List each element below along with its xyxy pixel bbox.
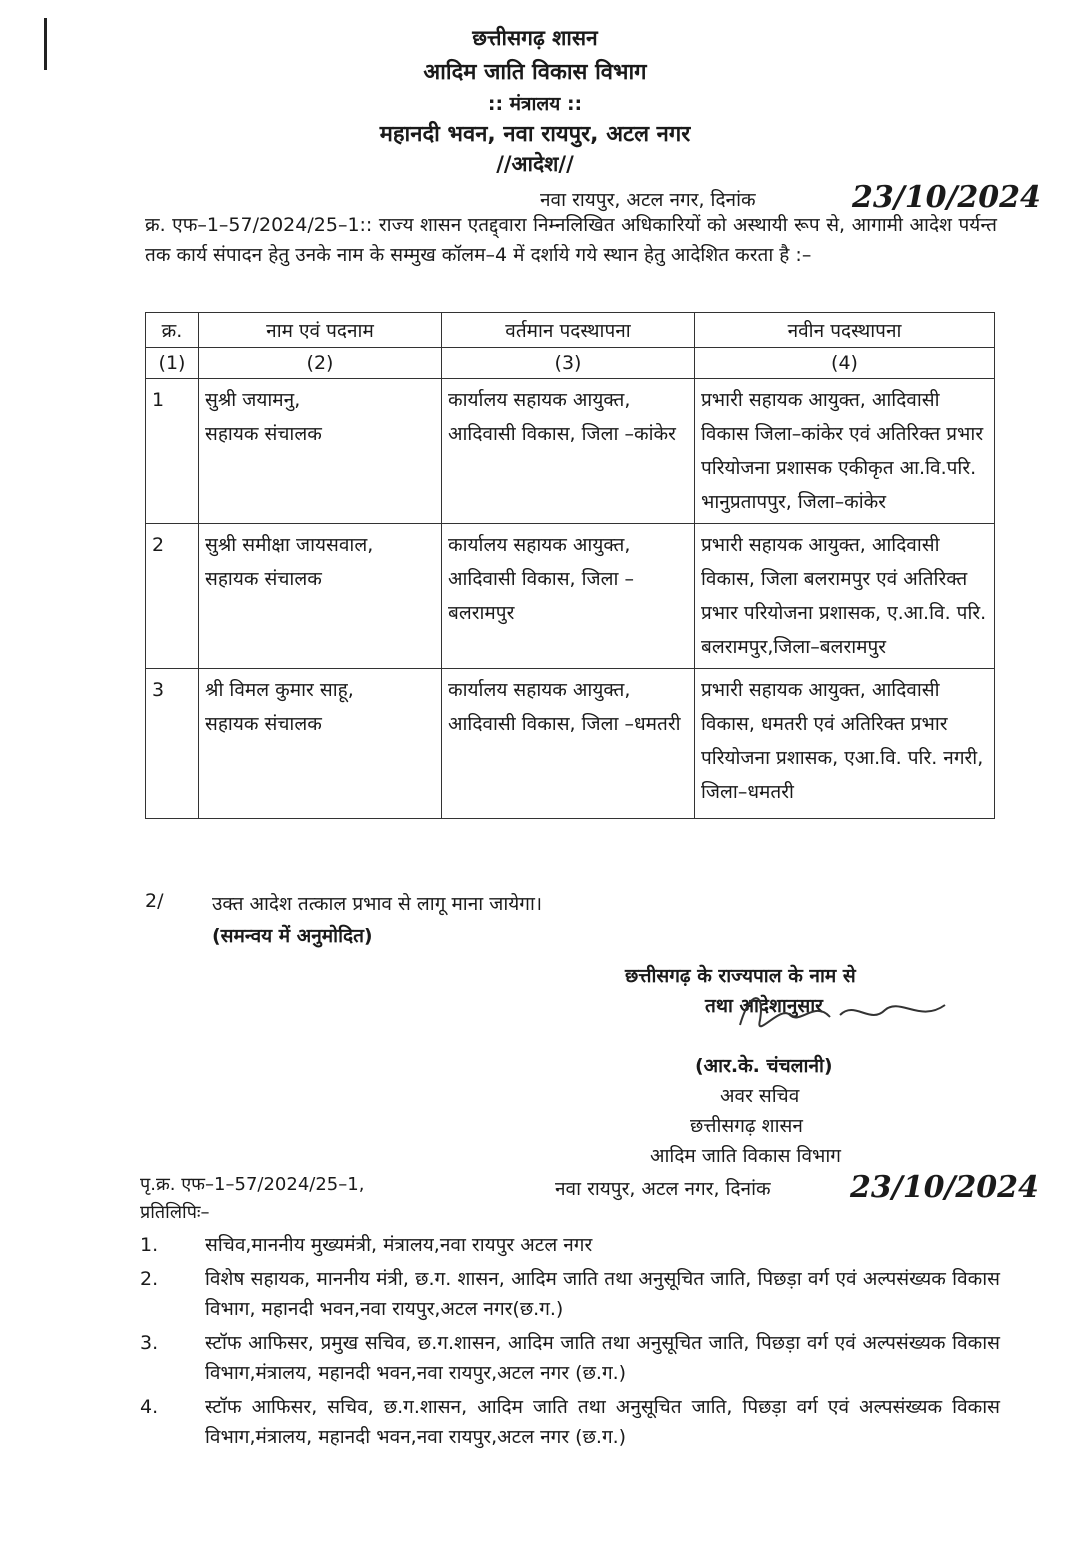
- copy-text: स्टॉफ आफिसर, सचिव, छ.ग.शासन, आदिम जाति तथा अनुसूचित जाति, पिछड़ा वर्ग एवं अल्पसंख्यक विकास विभाग,मंत्रालय, महानदी भवन,नवा रायपुर,अटल नगर (छ.ग.): [205, 1396, 1000, 1448]
- list-item: [140, 1392, 1000, 1452]
- copy-number: 4.: [140, 1396, 159, 1418]
- copy-text: विशेष सहायक, माननीय मंत्री, छ.ग. शासन, आदिम जाति तथा अनुसूचित जाति, पिछड़ा वर्ग एवं अल्पसंख्यक विकास विभाग, महानदी भवन,नवा रायपुर,अटल नगर(छ.ग.): [205, 1268, 1000, 1320]
- cell-name: [199, 669, 442, 819]
- col-number-3: (3): [442, 348, 695, 379]
- endorsement-date: 23/10/2024: [850, 1170, 1039, 1205]
- intro-paragraph: क्र. एफ–1–57/2024/25–1:: राज्य शासन एतद्द्वारा निम्नलिखित अधिकारियों को अस्थायी रूप से, आगामी आदेश पर्यन्त तक कार्य संपादन हेतु उनके नाम के सम्मुख कॉलम–4 में दर्शाये गये स्थान हेतु आदेशित करता है :–: [145, 214, 997, 266]
- officer-name: श्री विमल कुमार साहू,: [205, 679, 354, 701]
- copy-text: स्टॉफ आफिसर, प्रमुख सचिव, छ.ग.शासन, आदिम जाति तथा अनुसूचित जाति, पिछड़ा वर्ग एवं अल्पसंख्यक विकास विभाग,मंत्रालय, महानदी भवन,नवा रायपुर,अटल नगर (छ.ग.): [205, 1332, 1000, 1384]
- copy-text: सचिव,माननीय मुख्यमंत्री, मंत्रालय,नवा रायपुर अटल नगर: [205, 1234, 593, 1256]
- cell-sn: 3: [146, 669, 199, 819]
- col-number-4: (4): [695, 348, 995, 379]
- cell-sn: 1: [146, 379, 199, 524]
- table-header-row: [146, 313, 995, 348]
- endorsement-ref: पृ.क्र. एफ–1–57/2024/25–1,: [140, 1174, 365, 1195]
- signatory-designation: अवर सचिव: [720, 1085, 800, 1107]
- officer-designation: सहायक संचालक: [205, 568, 322, 590]
- header-department: आदिम जाति विकास विभाग: [423, 60, 647, 85]
- copy-number: 1.: [140, 1234, 159, 1256]
- signatory-name: (आर.के. चंचलानी): [695, 1055, 833, 1077]
- order-date: 23/10/2024: [852, 180, 1041, 215]
- list-item: [140, 1264, 1000, 1324]
- copy-to-label: प्रतिलिपिः–: [140, 1202, 210, 1223]
- table-row: [146, 524, 995, 669]
- table-row: [146, 669, 995, 819]
- list-item: [140, 1328, 1000, 1388]
- header-ministry: :: मंत्रालय ::: [487, 93, 583, 115]
- table-colnum-row: [146, 348, 995, 379]
- cell-new: प्रभारी सहायक आयुक्त, आदिवासी विकास, धमतरी एवं अतिरिक्त प्रभार परियोजना प्रशासक, एआ.वि. परि. नगरी, जिला–धमतरी: [695, 669, 995, 819]
- signatory-department: आदिम जाति विकास विभाग: [650, 1145, 841, 1167]
- copy-list: [140, 1230, 1000, 1456]
- paragraph-2-text: उक्त आदेश तत्काल प्रभाव से लागू माना जायेगा।: [212, 893, 543, 915]
- endorsement-place: नवा रायपुर, अटल नगर, दिनांक: [555, 1178, 771, 1200]
- cell-new: प्रभारी सहायक आयुक्त, आदिवासी विकास जिला–कांकेर एवं अतिरिक्त प्रभार परियोजना प्रशासक एकीकृत आ.वि.परि. भानुप्रतापपुर, जिला–कांकेर: [695, 379, 995, 524]
- paragraph-2-number: 2/: [145, 890, 164, 912]
- cell-new: प्रभारी सहायक आयुक्त, आदिवासी विकास, जिला बलरामपुर एवं अतिरिक्त प्रभार परियोजना प्रशासक, ए.आ.वि. परि. बलरामपुर,जिला–बलरामपुर: [695, 524, 995, 669]
- dateline-place: नवा रायपुर, अटल नगर, दिनांक: [540, 189, 756, 211]
- col-header-new: नवीन पदस्थापना: [695, 313, 995, 348]
- col-header-sn: क्र.: [146, 313, 199, 348]
- cell-current: कार्यालय सहायक आयुक्त, आदिवासी विकास, जिला –कांकेर: [442, 379, 695, 524]
- cell-current: कार्यालय सहायक आयुक्त, आदिवासी विकास, जिला –धमतरी: [442, 669, 695, 819]
- copy-number: 2.: [140, 1268, 159, 1290]
- header-address: महानदी भवन, नवा रायपुर, अटल नगर: [379, 122, 691, 147]
- col-number-1: (1): [146, 348, 199, 379]
- officer-designation: सहायक संचालक: [205, 713, 322, 735]
- officer-name: सुश्री समीक्षा जायसवाल,: [205, 534, 374, 556]
- cell-current: कार्यालय सहायक आयुक्त, आदिवासी विकास, जिला –बलरामपुर: [442, 524, 695, 669]
- handwritten-signature: [720, 985, 970, 1045]
- posting-table: [145, 312, 995, 819]
- cell-name: [199, 379, 442, 524]
- header-government: छत्तीसगढ़ शासन: [472, 26, 598, 50]
- col-number-2: (2): [199, 348, 442, 379]
- cell-sn: 2: [146, 524, 199, 669]
- officer-designation: सहायक संचालक: [205, 423, 322, 445]
- signature-authority-line: छत्तीसगढ़ के राज्यपाल के नाम से: [625, 965, 856, 987]
- col-header-current: वर्तमान पदस्थापना: [442, 313, 695, 348]
- officer-name: सुश्री जयामनु,: [205, 389, 301, 411]
- table-row: [146, 379, 995, 524]
- list-item: [140, 1230, 1000, 1260]
- cell-name: [199, 524, 442, 669]
- col-header-name: नाम एवं पदनाम: [199, 313, 442, 348]
- paragraph-2-approval: (समन्वय में अनुमोदित): [212, 925, 373, 947]
- signature-order-line: तथा आदेशानुसार: [705, 995, 823, 1017]
- signatory-government: छत्तीसगढ़ शासन: [690, 1115, 803, 1137]
- copy-number: 3.: [140, 1332, 159, 1354]
- header-order-title: //आदेश//: [496, 152, 574, 176]
